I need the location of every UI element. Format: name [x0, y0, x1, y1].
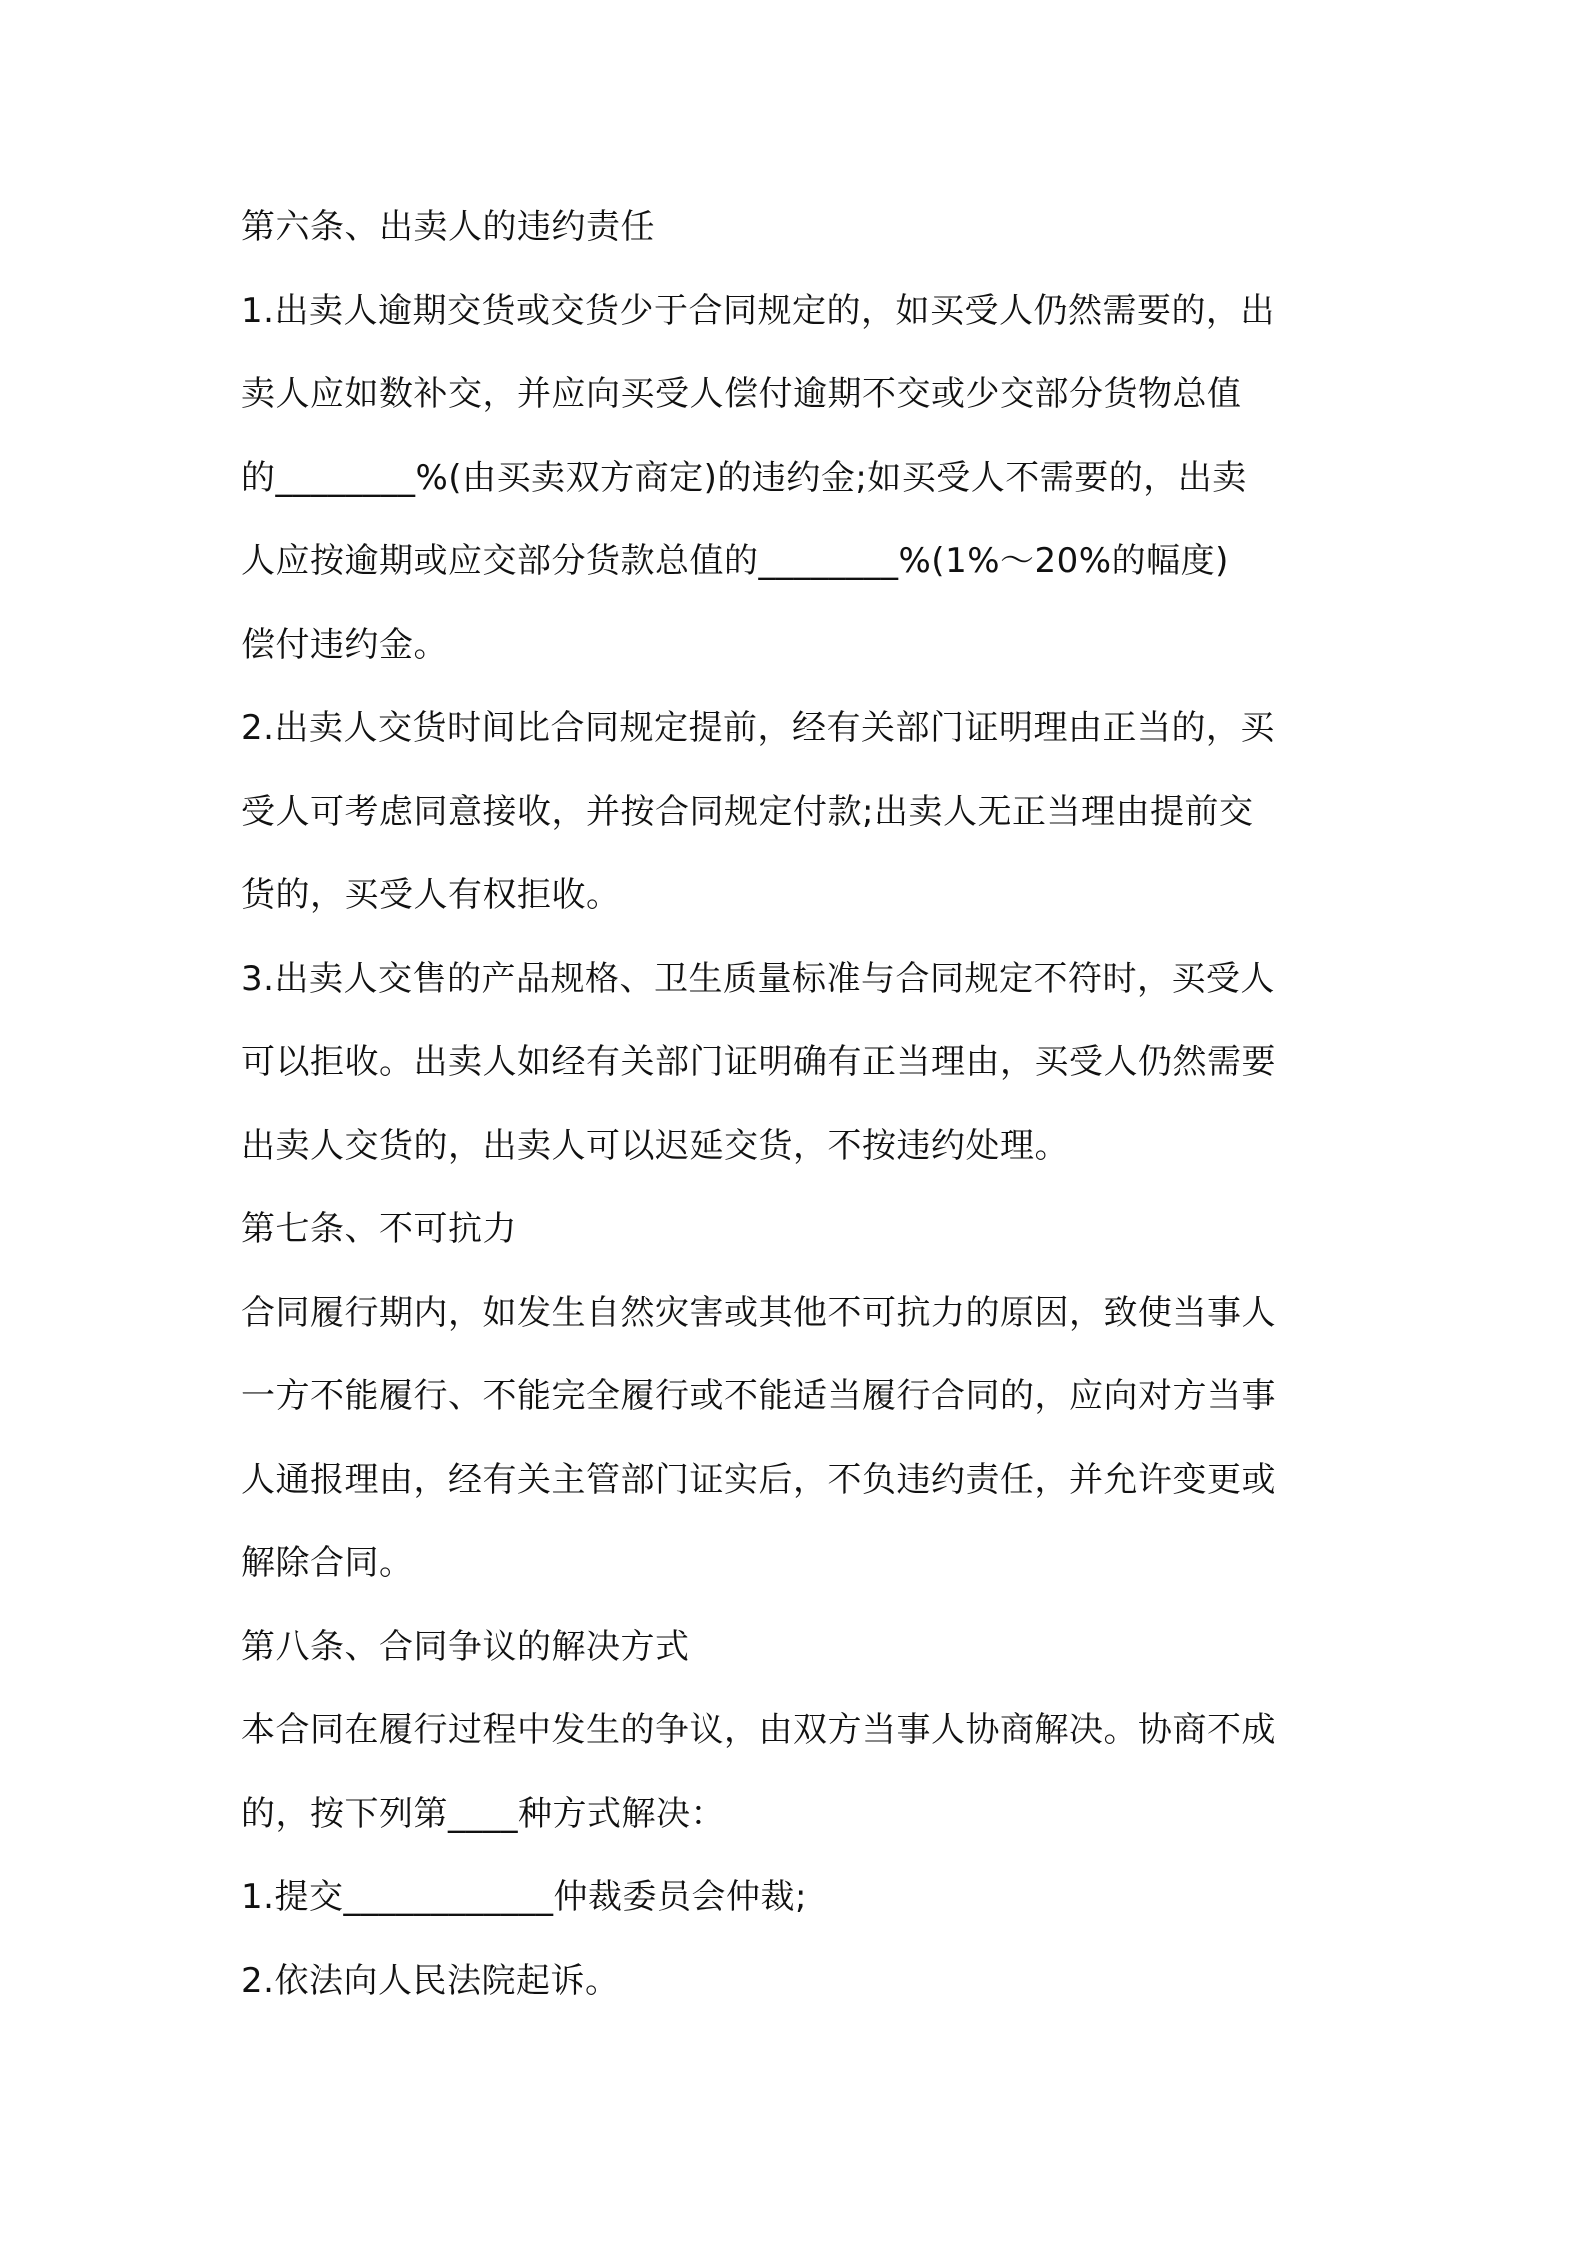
article-6-clause-1-line-5: 偿付违约金。 — [241, 624, 448, 665]
article-8-option-1: 1.提交____________仲裁委员会仲裁; — [241, 1877, 807, 1917]
article-7-body-line-3: 人通报理由，经有关主管部门证实后，不负违约责任，并允许变更或 — [241, 1459, 1276, 1500]
article-7-heading: 第七条、不可抗力 — [241, 1209, 517, 1249]
article-6-heading: 第六条、出卖人的违约责任 — [241, 207, 655, 247]
article-6-clause-1-line-4: 人应按逾期或应交部分货款总值的________%(1%～20%的幅度) — [241, 541, 1229, 581]
article-6-clause-1-line-3: 的________%(由买卖双方商定)的违约金;如买受人不需要的，出卖 — [241, 457, 1247, 498]
article-6-clause-1-line-2: 卖人应如数补交，并应向买受人偿付逾期不交或少交部分货物总值 — [241, 374, 1242, 414]
article-6-clause-3-line-2: 可以拒收。出卖人如经有关部门证明确有正当理由，买受人仍然需要 — [241, 1042, 1276, 1082]
article-6-clause-3-line-3: 出卖人交货的，出卖人可以迟延交货，不按违约处理。 — [241, 1125, 1069, 1166]
article-6-clause-1-line-1: 1.出卖人逾期交货或交货少于合同规定的，如买受人仍然需要的，出 — [241, 290, 1275, 331]
article-8-heading: 第八条、合同争议的解决方式 — [241, 1626, 690, 1667]
article-6-clause-2-line-3: 货的，买受人有权拒收。 — [241, 875, 621, 915]
article-6-clause-3-line-1: 3.出卖人交售的产品规格、卫生质量标准与合同规定不符时，买受人 — [241, 958, 1275, 999]
article-8-option-2: 2.依法向人民法院起诉。 — [241, 1960, 620, 2001]
article-7-body-line-2: 一方不能履行、不能完全履行或不能适当履行合同的，应向对方当事 — [241, 1376, 1276, 1416]
document-body — [241, 197, 1361, 2034]
article-8-body-line-2: 的，按下列第____种方式解决： — [241, 1793, 725, 1834]
article-6-clause-2-line-1: 2.出卖人交货时间比合同规定提前，经有关部门证明理由正当的，买 — [241, 708, 1275, 748]
article-8-body-line-1: 本合同在履行过程中发生的争议，由双方当事人协商解决。协商不成 — [241, 1710, 1276, 1750]
article-7-body-line-4: 解除合同。 — [241, 1543, 414, 1583]
article-6-clause-2-line-2: 受人可考虑同意接收，并按合同规定付款;出卖人无正当理由提前交 — [241, 791, 1254, 832]
article-7-body-line-1: 合同履行期内，如发生自然灾害或其他不可抗力的原因，致使当事人 — [241, 1292, 1276, 1333]
